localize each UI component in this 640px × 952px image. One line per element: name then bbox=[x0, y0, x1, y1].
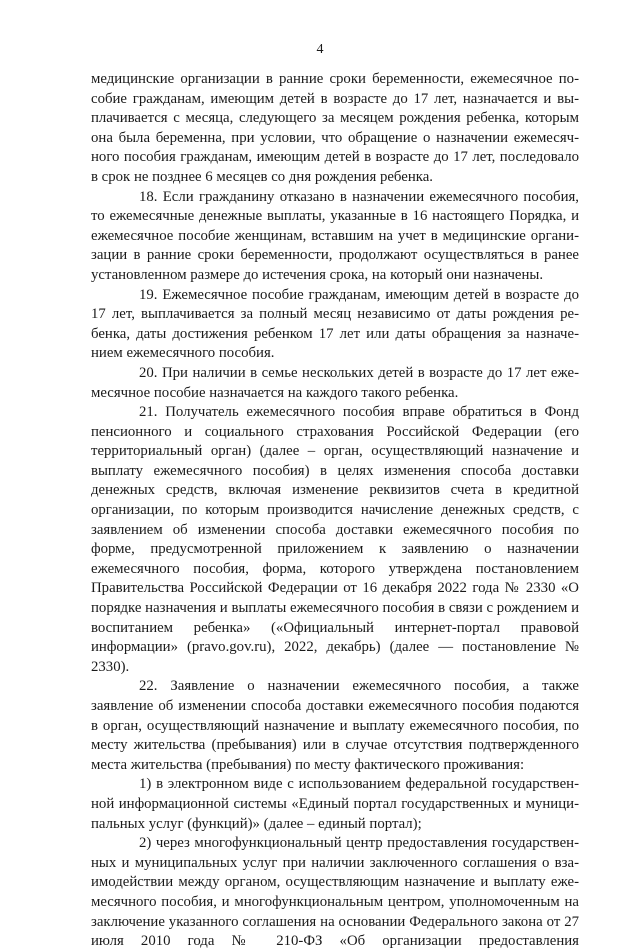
page-number: 4 bbox=[316, 42, 324, 57]
paragraph-20: 20. При наличии в семье нескольких детей в возрасте до 17 лет ежемесячное пособие назначается на каждого такого ребенка. bbox=[91, 364, 579, 401]
paragraph-19: 19. Ежемесячное пособие гражданам, имеющим детей в возрасте до 17 лет, выплачивается за полный месяц независимо от даты рождения ребенка, даты достижения ребенком 17 лет или даты обращения за назначением ежемесячного пособия. bbox=[91, 286, 579, 362]
paragraph-continuation: медицинские организации в ранние сроки беременности, ежемесячное пособие гражданам, имеющим детей в возрасте до 17 лет, назначается и выплачивается с месяца, следующего за месяцем рождения ребенка, которым она была беременна, при условии, что обращение о назначении ежемесячного пособия гражданам, имеющим детей в возрасте до 17 лет, последовало в срок не позднее 6 месяцев со дня рождения ребенка. bbox=[91, 71, 579, 185]
paragraph-22-item-1: 1) в электронном виде с использованием федеральной государственной информационной системы «Единый портал государственных и муниципальных услуг (функций)» (далее – единый портал); bbox=[91, 776, 579, 832]
paragraph-21: 21. Получатель ежемесячного пособия вправе обратиться в Фонд пенсионного и социального страхования Российской Федерации (его территориальный орган) (далее – орган, осуществляющий назначение и выплату ежемесячного пособия) в целях изменения способа доставки денежных средств, включая изменение реквизитов счета в кредитной организации, по которым производится начисление денежных средств, с заявлением об изменении способа доставки ежемесячного пособия по форме, предусмотренной приложением к заявлению о назначении ежемесячного пособия, форма, которого утверждена постановлением Правительства Российской Федерации от 16 декабря 2022 года № 2330 «О порядке назначения и выплаты ежемесячного пособия в связи с рождением и воспитанием ребенка» («Официальный интернет-портал правовой информации» (pravo.gov.ru), 2022, декабрь) (далее — постановление № 2330). bbox=[91, 404, 579, 675]
document-body bbox=[91, 70, 579, 952]
paragraph-18: 18. Если гражданину отказано в назначении ежемесячного пособия, то ежемесячные денежные выплаты, указанные в 16 настоящего Порядка, и ежемесячное пособие женщинам, вставшим на учет в медицинские организации в ранние сроки беременности, продолжают осуществляться в ранее установленном размере до истечения срока, на который они назначены. bbox=[91, 188, 579, 283]
paragraph-22: 22. Заявление о назначении ежемесячного пособия, а также заявление об изменении способа доставки ежемесячного пособия подаются в орган, осуществляющий назначение и выплату ежемесячного пособия, по месту жительства (пребывания) или в случае отсутствия подтвержденного места жительства (пребывания) по месту фактического проживания: bbox=[91, 678, 579, 773]
paragraph-22-item-2: 2) через многофункциональный центр предоставления государственных и муниципальных услуг при наличии заключенного соглашения о взаимодействии между органом, осуществляющим назначение и выплату ежемесячного пособия, и многофункциональным центром, уполномоченным на заключение указанного соглашения на основании Федерального закона от 27 июля 2010 года № 210-ФЗ «Об организации предоставления bbox=[91, 835, 579, 950]
